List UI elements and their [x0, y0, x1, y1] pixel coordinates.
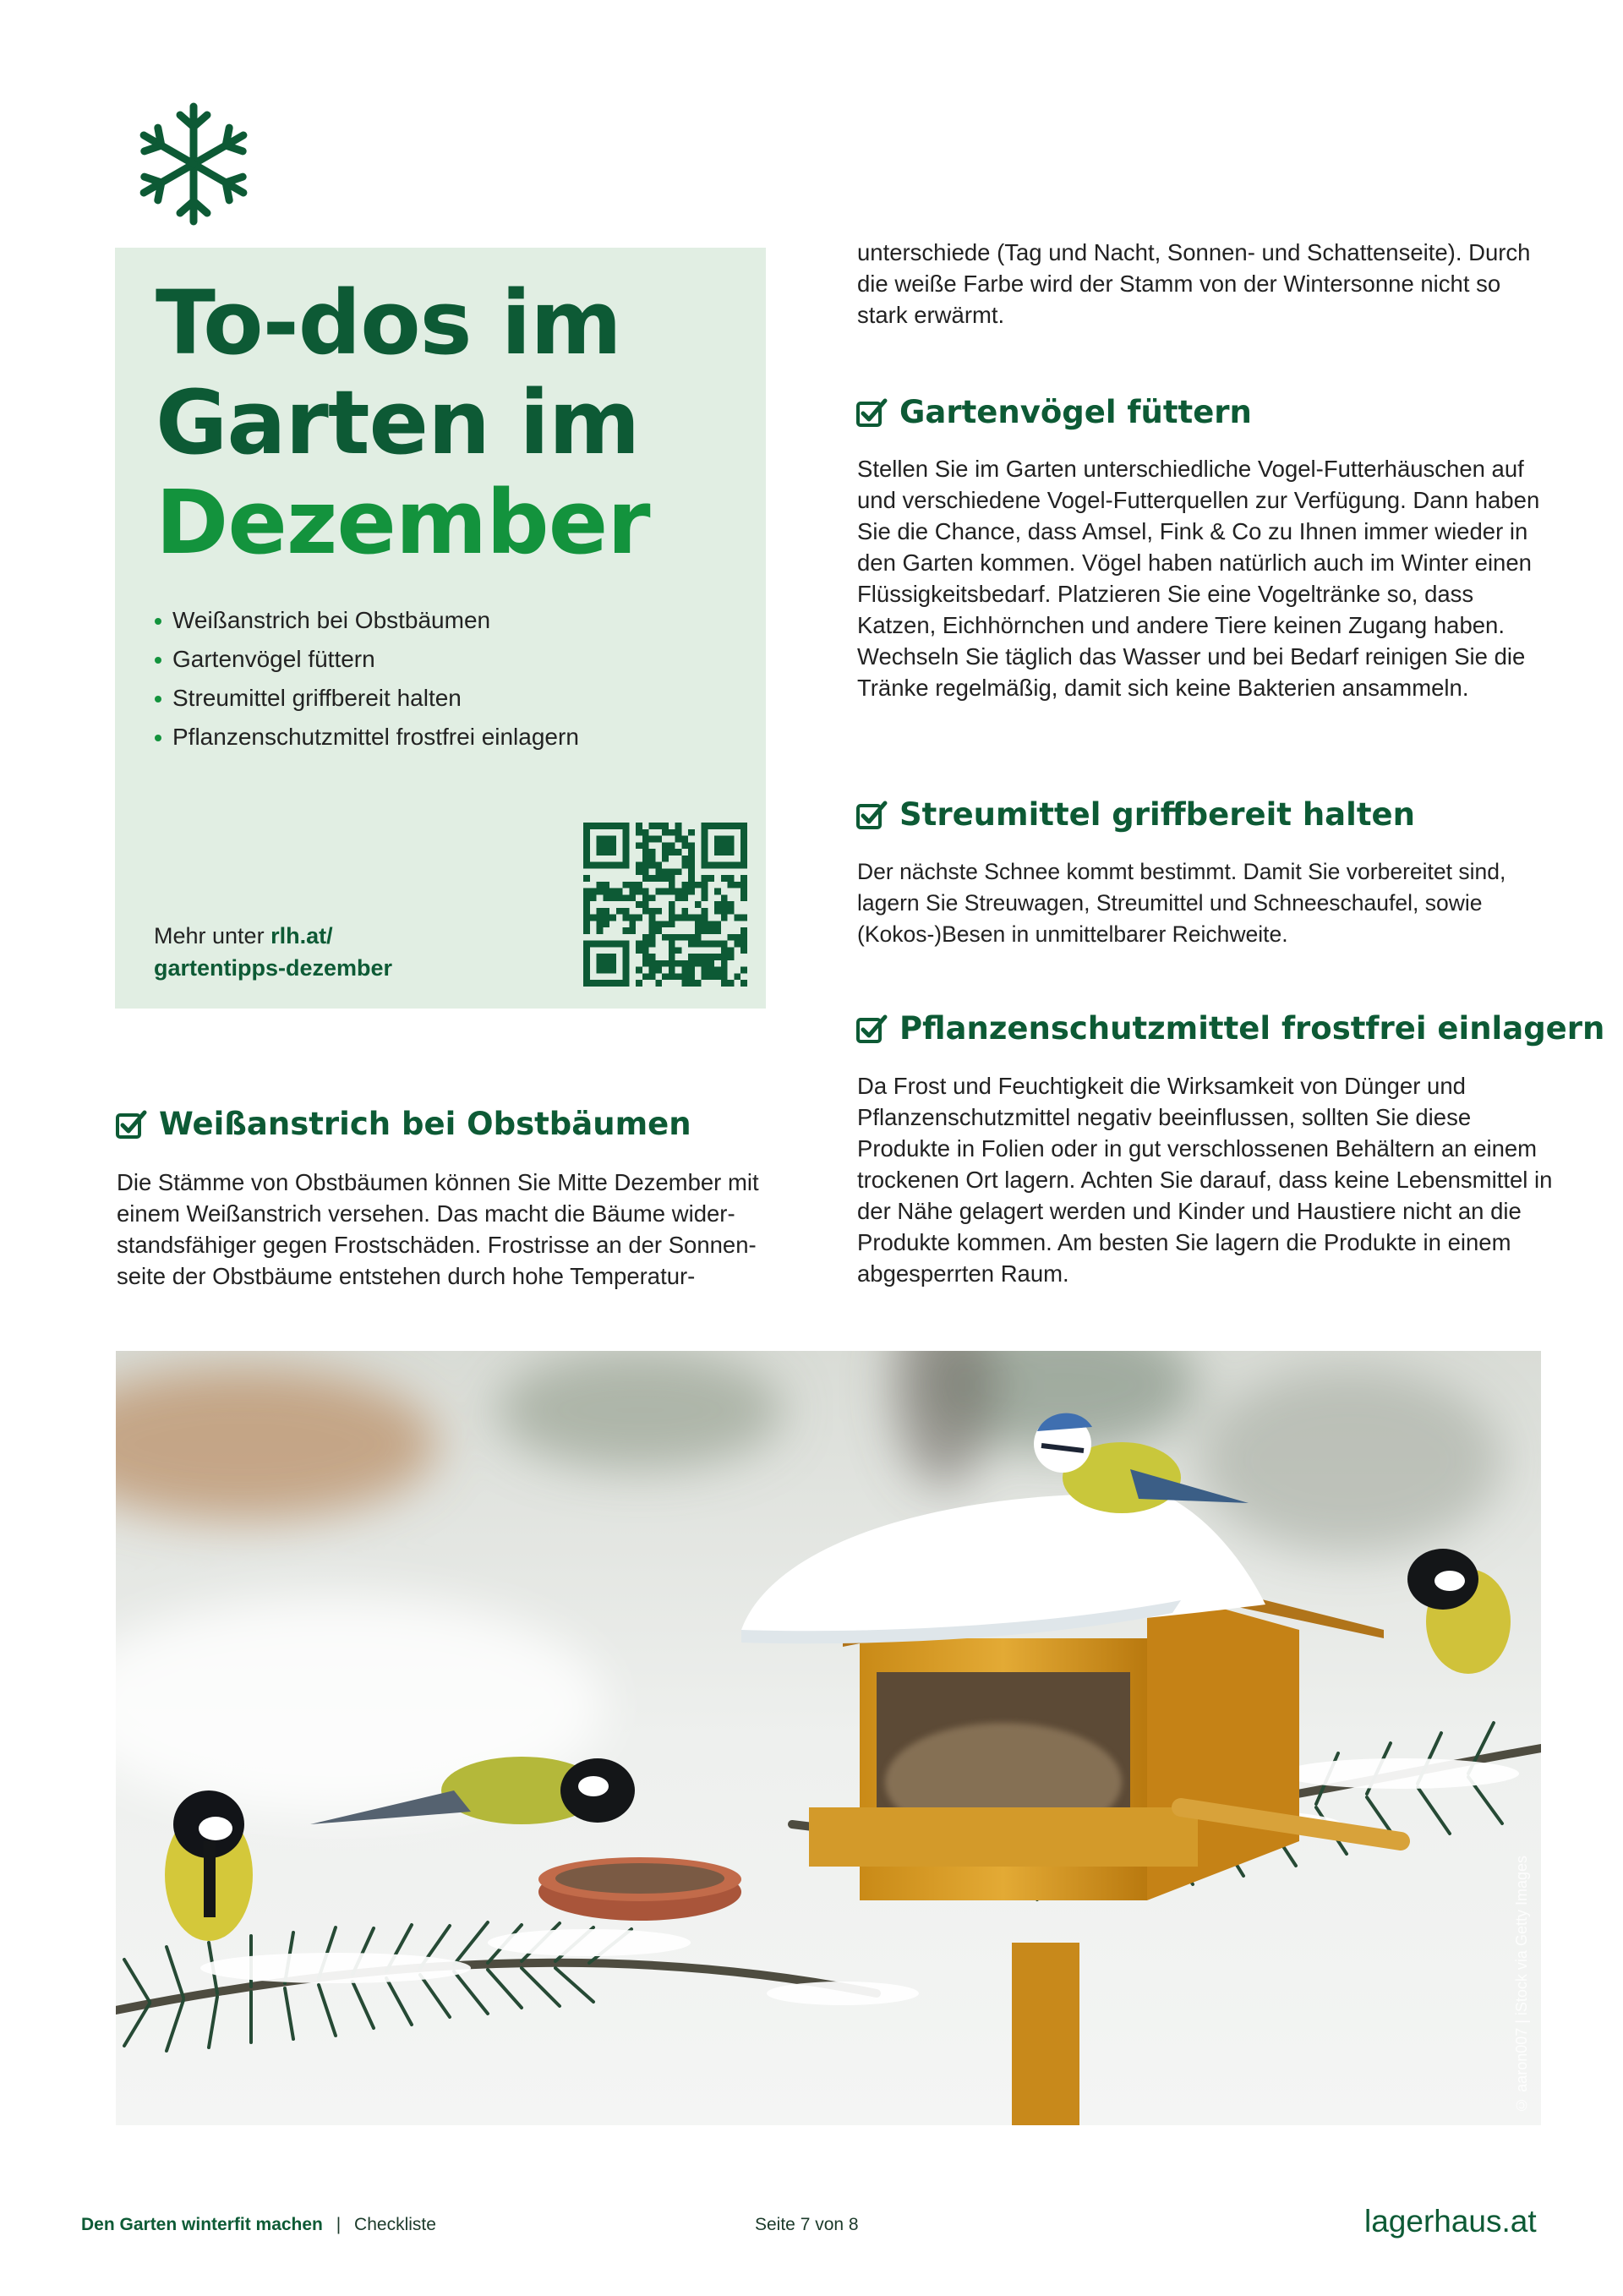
qr-code[interactable]: [583, 823, 747, 987]
checkbox-icon: [115, 1109, 147, 1140]
page-title: [156, 273, 650, 572]
title-line-2: Garten im: [156, 371, 640, 474]
todo-item: Streumittel griffbereit halten: [152, 679, 579, 718]
more-link-line-2[interactable]: gartentipps-dezember: [154, 955, 393, 981]
checkbox-icon: [855, 800, 888, 830]
section-heading-plant-protection: [855, 1010, 1604, 1047]
more-prefix: Mehr unter: [154, 923, 265, 948]
section-text-whitewash: Die Stämme von Obstbäumen können Sie Mitte Dezember mit einem Weißanstrich versehen. Das macht die Bäume widerstandsfähiger gegen Frostschäden. Frostrisse an der Sonnenseite der Obstbäume entstehen durch hohe Temperatur-: [117, 1169, 759, 1289]
section-text-birds: Stellen Sie im Garten unterschiedliche Vogel-Futterhäuschen auf und verschiedene Vogel-Futterquellen zur Verfügung. Dann haben Sie die Chance, dass Amsel, Fink & Co zu Ihnen immer wieder in den Garten kommen. Vögel haben natürlich auch im Winter einen Flüssigkeitsbedarf. Platzieren Sie eine Vogeltränke so, dass Katzen, Eichhörnchen und andere Tiere keinen Zugang haben. Wechseln Sie täglich das Wasser und bei Bedarf reinigen Sie die Tränke regelmäßig, damit sich keine Bakterien ansammeln.: [857, 456, 1540, 701]
more-info: [154, 920, 392, 984]
section-heading-text: Pflanzenschutzmittel frostfrei einlagern: [899, 1010, 1605, 1047]
title-line-3: Dezember: [156, 471, 650, 574]
section-text-whitewash-continued: unterschiede (Tag und Nacht, Sonnen- und Schattenseite). Durch die weiße Farbe wird der Stamm von der Wintersonne nicht so stark erwärmt.: [857, 239, 1531, 328]
section-heading-grit: [855, 796, 1415, 833]
brand-link[interactable]: lagerhaus.at: [1364, 2204, 1537, 2239]
section-text-grit: Der nächste Schnee kommt bestimmt. Damit Sie vorbereitet sind, lagern Sie Streuwagen, Streumittel und Schneeschaufel, sowie (Kokos-)Besen in unmittelbarer Reichweite.: [857, 859, 1506, 947]
hero-panel: [115, 248, 766, 1009]
checkbox-icon: [855, 1014, 888, 1044]
section-heading-text: Gartenvögel füttern: [899, 394, 1252, 430]
footer-title: [81, 2215, 436, 2235]
footer-title-bold: Den Garten winterfit machen: [81, 2215, 323, 2234]
snowflake-icon: [132, 97, 255, 231]
todo-item: Gartenvögel füttern: [152, 640, 579, 679]
bird-feeder-photo: [116, 1351, 1541, 2125]
footer-separator: |: [336, 2215, 342, 2234]
section-text-plant-protection: Da Frost und Feuchtigkeit die Wirksamkeit von Dünger und Pflanzenschutzmittel negativ beeinflussen, sollten Sie diese Produkte in Folien oder in gut verschlossenen Behältern an einem trockenen Ort lagern. Achten Sie darauf, dass keine Lebensmittel in der Nähe gelagert werden und Kinder und Haustiere nicht an die Produkte kommen. Am besten Sie lagern die Produkte in einem abgesperrten Raum.: [857, 1073, 1553, 1287]
section-heading-whitewash: [115, 1106, 691, 1142]
todo-list: [152, 601, 579, 757]
photo-credit: © aaron007 | iStock via Getty Images: [1513, 1856, 1530, 2113]
page-number: Seite 7 von 8: [755, 2215, 859, 2234]
section-heading-birds: [855, 394, 1252, 430]
todo-item: Pflanzenschutzmittel frostfrei einlagern: [152, 718, 579, 757]
checkbox-icon: [855, 397, 888, 428]
section-heading-text: Weißanstrich bei Obstbäumen: [159, 1106, 691, 1142]
todo-item: Weißanstrich bei Obstbäumen: [152, 601, 579, 640]
more-link-line-1[interactable]: rlh.at/: [270, 923, 333, 948]
great-tit-bird-left: [165, 1790, 253, 1941]
section-heading-text: Streumittel griffbereit halten: [899, 796, 1415, 833]
title-line-1: To-dos im: [156, 271, 621, 374]
footer-subtitle: Checkliste: [354, 2215, 436, 2234]
